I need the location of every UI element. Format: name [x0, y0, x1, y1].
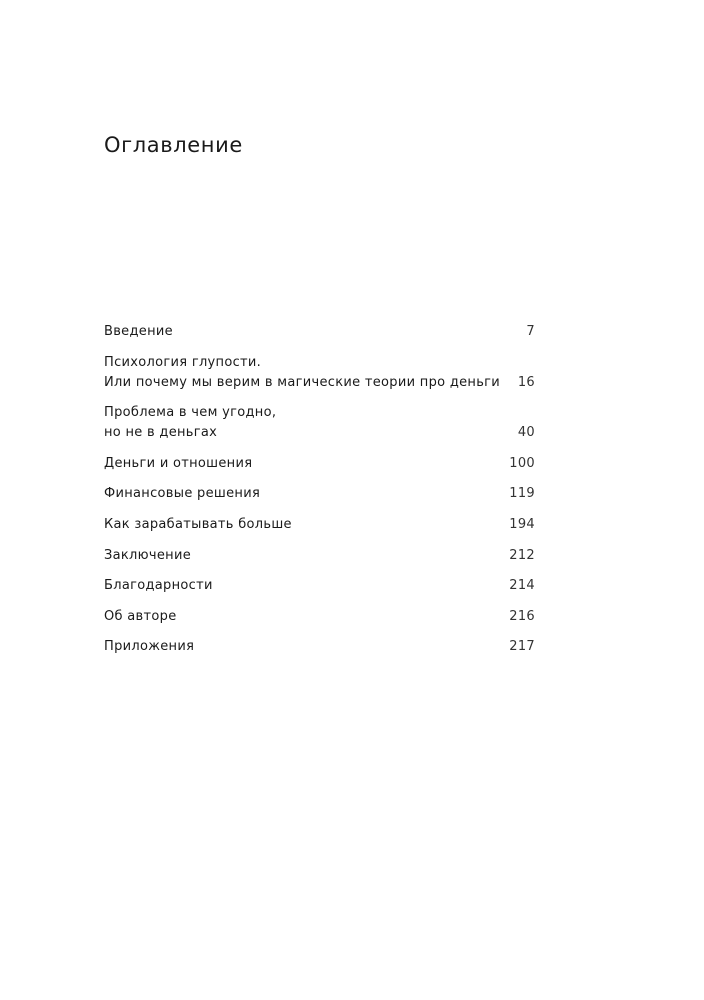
toc-entry-title: Об авторе	[104, 608, 177, 624]
toc-entry-about-author[interactable]	[104, 607, 535, 627]
toc-entry-page-number: 194	[509, 516, 535, 532]
toc-entry-page-number: 100	[509, 455, 535, 471]
toc-entry-conclusion[interactable]	[104, 546, 535, 566]
toc-entry-psychology[interactable]	[104, 353, 535, 393]
toc-entry-page-number: 217	[509, 639, 535, 655]
toc-entry-introduction[interactable]	[104, 322, 535, 342]
toc-entry-earn-more[interactable]	[104, 515, 535, 535]
toc-entry-title: Благодарности	[104, 578, 213, 594]
toc-entry-title: Финансовые решения	[104, 486, 261, 502]
toc-entry-page-number: 16	[517, 374, 535, 390]
toc-entry-title: Проблема в чем угодно, но не в деньгах	[104, 405, 277, 441]
toc-entry-acknowledgements[interactable]	[104, 576, 535, 596]
toc-entry-page-number: 40	[517, 425, 535, 441]
toc-entry-title: Психология глупости. Или почему мы верим в магические теории про деньги	[104, 354, 501, 390]
toc-entry-page-number: 119	[509, 486, 535, 502]
table-of-contents	[104, 322, 535, 668]
toc-entry-page-number: 7	[526, 324, 535, 339]
toc-entry-title: Приложения	[104, 639, 195, 655]
toc-entry-page-number: 212	[509, 547, 535, 563]
toc-entry-title: Заключение	[104, 547, 192, 563]
toc-entry-money-relationships[interactable]	[104, 454, 535, 474]
toc-entry-title: Как зарабатывать больше	[104, 516, 292, 532]
toc-entry-problem[interactable]	[104, 403, 535, 443]
toc-entry-title: Деньги и отношения	[104, 455, 253, 471]
toc-entry-title: Введение	[104, 324, 173, 339]
toc-entry-page-number: 216	[509, 608, 535, 624]
toc-entry-appendices[interactable]	[104, 637, 535, 657]
page-title: Оглавление	[104, 133, 243, 158]
toc-entry-financial-decisions[interactable]	[104, 484, 535, 504]
toc-entry-page-number: 214	[509, 578, 535, 594]
